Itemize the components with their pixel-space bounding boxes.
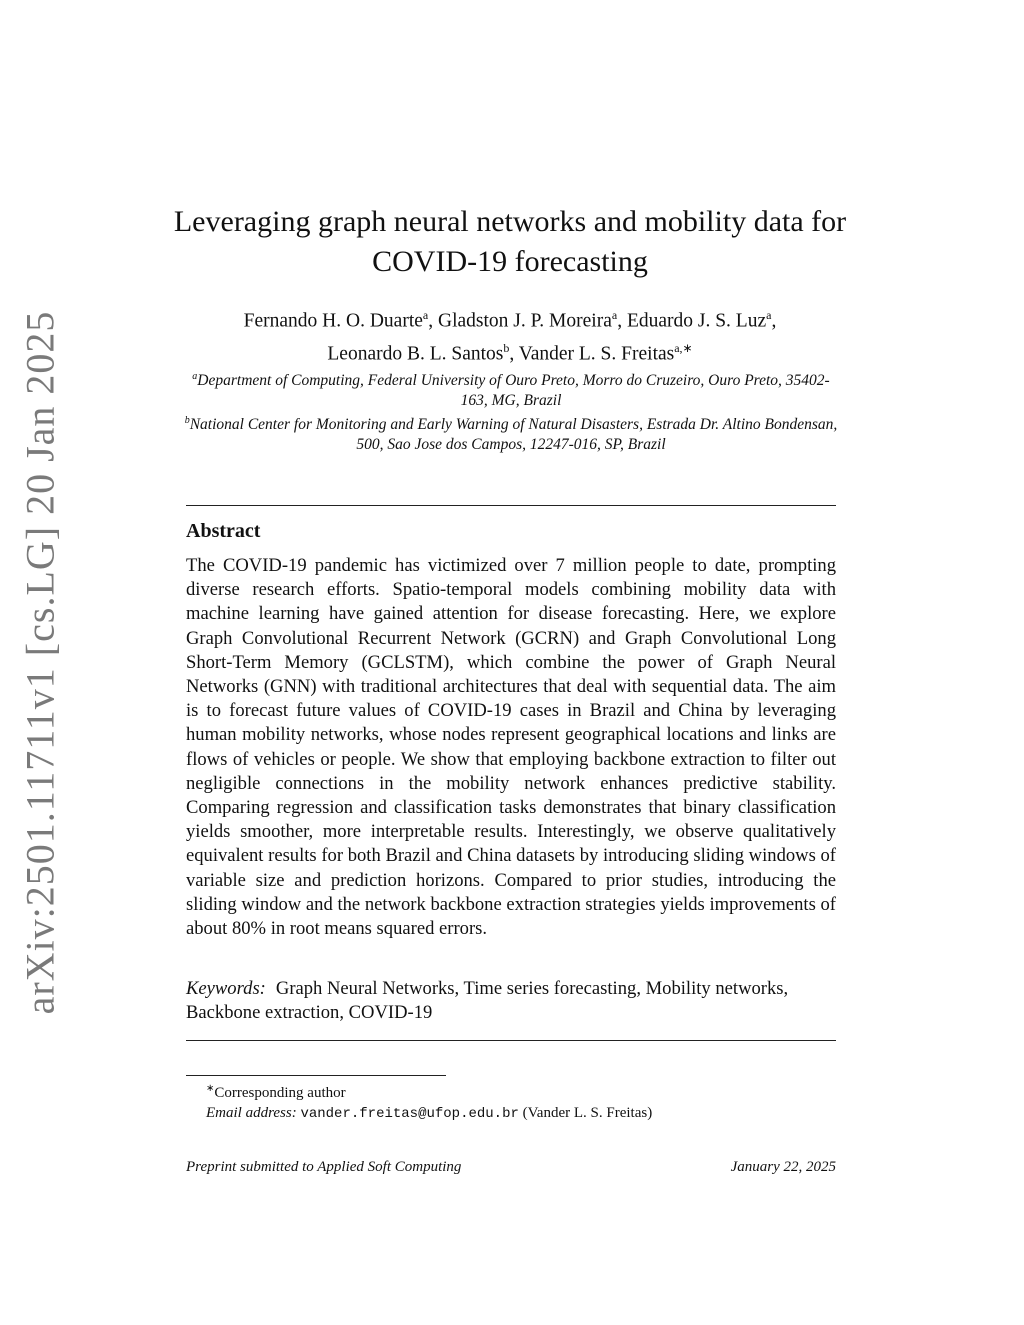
author-affil-mark: a [611, 308, 618, 322]
email-label: Email address: [206, 1105, 297, 1121]
arxiv-identifier: arXiv:2501.11711v1 [cs.LG] 20 Jan 2025 [17, 310, 63, 1015]
paper-title: Leveraging graph neural networks and mobility data for COVID-19 forecasting [173, 205, 847, 278]
keywords [186, 977, 836, 1025]
email-owner: (Vander L. S. Freitas) [522, 1105, 653, 1121]
abstract-text: The COVID-19 pandemic has victimized over 7 million people to date, prompting diverse research efforts. Spatio-temporal models combining mobility data with machine learning have gained attention for disease forecasting. Here, we explore Graph Convolutional Recurrent Network (GCRN) and Graph Convolutional Long Short-Term Memory (GCLSTM), which combine the power of Graph Neural Networks (GNN) with traditional architectures that deal with sequential data. The aim is to forecast future values of COVID-19 cases in Brazil and China by leveraging human mobility networks, whose nodes represent geographical locations and links are flows of vehicles or people. We show that employing backbone extraction to filter out negligible connections in the mobility network enhances predictive stability. Comparing regression and classification tasks demonstrates that binary classification yields smoother, more interpretable results. Interestingly, we observe qualitatively equivalent results for both Brazil and China datasets by introducing sliding windows of variable size and prediction horizons. Compared to prior studies, introducing the sliding window and the network backbone extraction strategies yields improvements of about 80% in root means squared errors. [186, 555, 836, 940]
affiliation-text: National Center for Monitoring and Early Warning of Natural Disasters, Estrada Dr. Altino Bondensan, 500, Sao Jose dos Campos, 12247-016, SP, Brazil [189, 416, 838, 454]
author-name: Leonardo B. L. Santos [327, 343, 504, 364]
affiliation-item [180, 411, 842, 455]
affiliation-mark: b [184, 415, 190, 427]
author-name: Fernando H. O. Duarte [243, 310, 423, 332]
footnote-rule [186, 1075, 446, 1076]
preprint-note: Preprint submitted to Applied Soft Computing [186, 1159, 462, 1175]
abstract-heading: Abstract [186, 520, 261, 542]
footnote [206, 1079, 652, 1124]
author-name: Gladston J. P. Moreira [437, 310, 612, 332]
keywords-text: Graph Neural Networks, Time series forecasting, Mobility networks, Backbone extraction, COVID-19 [186, 978, 789, 1024]
abstract-bottom-rule [186, 1040, 836, 1041]
preprint-date: January 22, 2025 [730, 1159, 836, 1175]
arxiv-sidebar-stamp [0, 0, 80, 1325]
author-list: Fernando H. O. Duarte$^a$, Gladston J. P. Moreira$^a$, Eduardo J. S. Luz$^a$, Leonardo B. L. Santos$^b$, Vander L. S. Freitas$^{a,∗}$ [243, 308, 777, 364]
author-name: Vander L. S. Freitas [518, 343, 675, 364]
author-affil-mark: a [422, 308, 429, 322]
author-affil-mark: b [503, 340, 510, 355]
affiliation-text: Department of Computing, Federal University of Ouro Preto, Morro do Cruzeiro, Ouro Preto, 35402-163, MG, Brazil [197, 372, 830, 410]
corresponding-author-note: Corresponding author [214, 1085, 346, 1101]
author-affil-mark: a [766, 308, 772, 322]
abstract-top-rule [186, 505, 836, 506]
email-address[interactable]: vander.freitas@ufop.edu.br [300, 1106, 519, 1122]
affiliation-mark: a [192, 371, 198, 382]
footnote-mark: ∗ [206, 1083, 215, 1094]
affiliations [180, 367, 842, 455]
author-affil-mark: a,∗ [674, 340, 693, 355]
author-name: Eduardo J. S. Luz [626, 310, 767, 332]
affiliation-item [180, 367, 842, 411]
keywords-label: Keywords: [186, 978, 266, 999]
